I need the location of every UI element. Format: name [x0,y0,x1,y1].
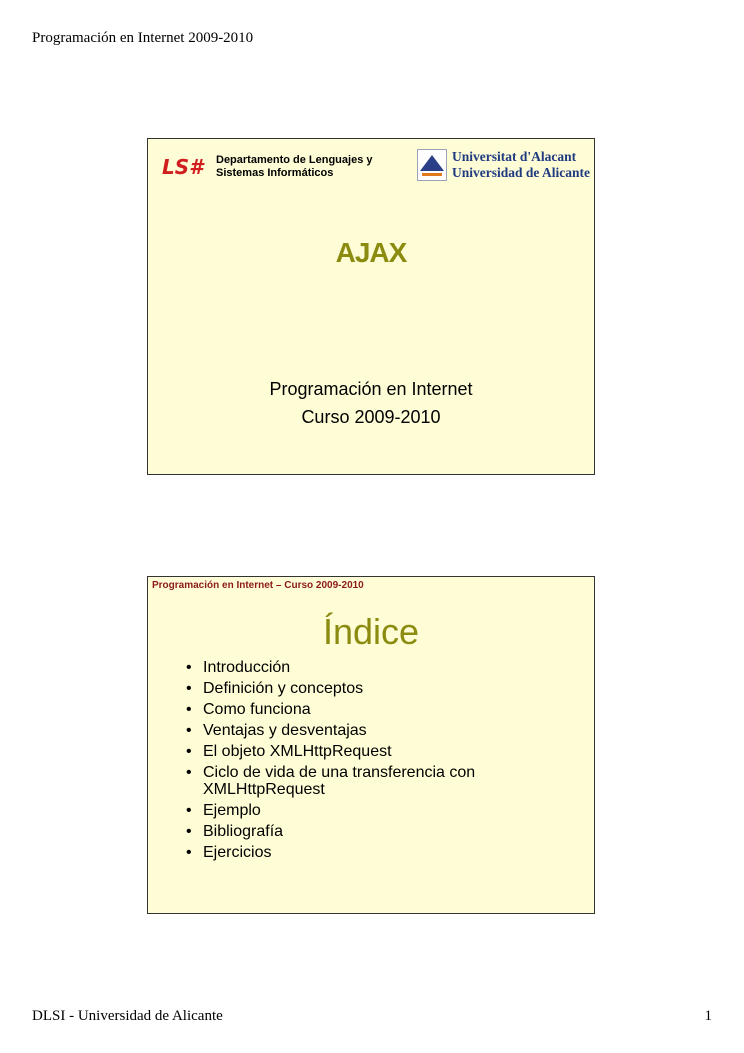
toc-item: • Ejercicios [183,844,513,861]
subtitle-line1: Programación en Internet [269,379,473,399]
toc-item: • Definición y conceptos [183,680,513,697]
university-emblem-icon [417,149,447,181]
department-name-line2: Sistemas Informáticos [216,167,334,179]
toc-item: • Bibliografía [183,823,513,840]
slide-title: AJAX [335,237,407,268]
slide-header: Programación en Internet – Curso 2009-2010 [152,580,364,591]
title-slide [147,138,595,475]
university-logo [417,149,591,183]
dlsi-logo-text: LS# [162,155,204,179]
toc-item: • Ventajas y desventajas [183,722,513,739]
index-slide [147,576,595,914]
table-of-contents [183,659,513,865]
page-header: Programación en Internet 2009-2010 [32,30,254,46]
toc-item: • Ejemplo [183,802,513,819]
dlsi-logo [160,152,210,182]
university-name-line2: Universidad de Alicante [452,165,591,180]
university-name-line1: Universitat d'Alacant [452,149,577,164]
toc-item: • El objeto XMLHttpRequest [183,743,513,760]
subtitle-line2: Curso 2009-2010 [301,407,441,427]
page-number: 1 [704,1008,712,1024]
page-footer: DLSI - Universidad de Alicante [32,1008,223,1024]
toc-item: • Ciclo de vida de una transferencia con XMLHttpRequest [183,764,513,798]
toc-item: • Introducción [183,659,513,676]
university-name [452,149,590,181]
department-name-line1: Departamento de Lenguajes y [216,154,373,166]
toc-item: • Como funciona [183,701,513,718]
slide-title: Índice [322,611,420,652]
department-name [216,154,416,180]
slide-subtitle [148,375,594,431]
